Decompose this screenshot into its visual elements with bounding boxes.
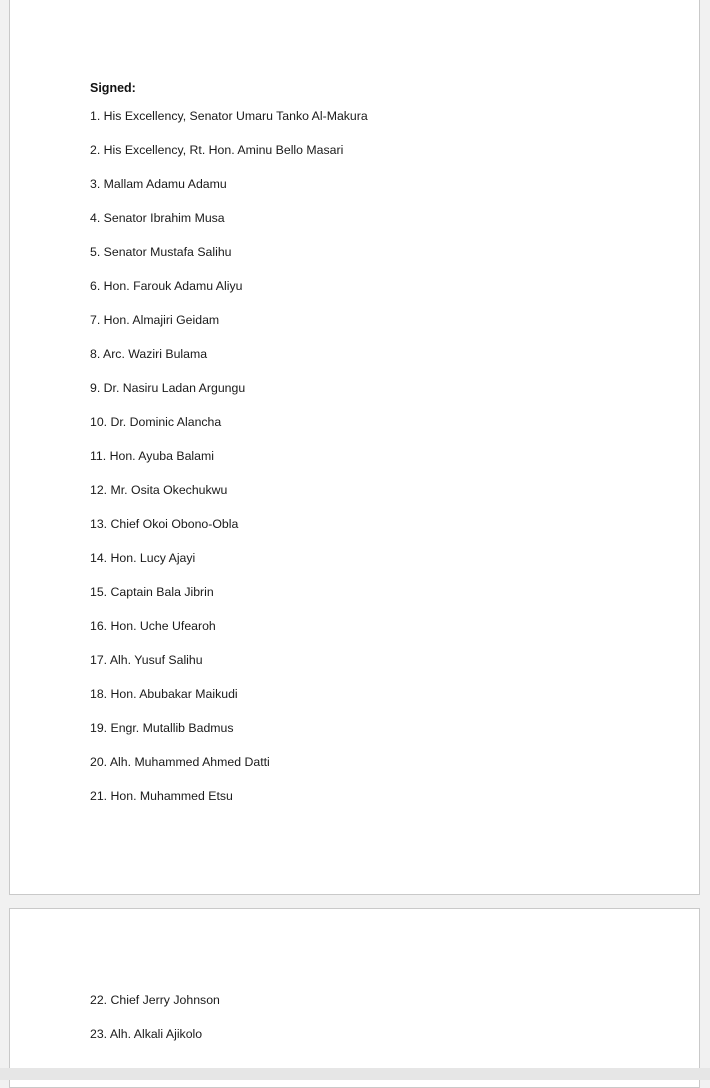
signatory-item: 21. Hon. Muhammed Etsu — [90, 789, 233, 803]
signatory-item: 23. Alh. Alkali Ajikolo — [90, 1027, 203, 1041]
signatory-item: 17. Alh. Yusuf Salihu — [90, 653, 203, 667]
page-gap — [0, 1068, 710, 1080]
signatory-item: 1. His Excellency, Senator Umaru Tanko Al-Makura — [90, 109, 368, 123]
signed-heading: Signed: — [90, 81, 136, 95]
signatory-item: 6. Hon. Farouk Adamu Aliyu — [90, 279, 243, 293]
signatory-list-page-2 — [90, 993, 220, 1061]
signatory-item: 3. Mallam Adamu Adamu — [90, 177, 227, 191]
signatory-item: 12. Mr. Osita Okechukwu — [90, 483, 228, 497]
signatory-list-page-1 — [90, 109, 368, 823]
signatory-item: 13. Chief Okoi Obono-Obla — [90, 517, 239, 531]
document-page-2 — [9, 908, 700, 1088]
signatory-item: 14. Hon. Lucy Ajayi — [90, 551, 196, 565]
signatory-item: 2. His Excellency, Rt. Hon. Aminu Bello Masari — [90, 143, 344, 157]
signatory-item: 10. Dr. Dominic Alancha — [90, 415, 222, 429]
signatory-item: 22. Chief Jerry Johnson — [90, 993, 220, 1007]
signatory-item: 9. Dr. Nasiru Ladan Argungu — [90, 381, 246, 395]
signatory-item: 18. Hon. Abubakar Maikudi — [90, 687, 238, 701]
signatory-item: 15. Captain Bala Jibrin — [90, 585, 214, 599]
signatory-item: 20. Alh. Muhammed Ahmed Datti — [90, 755, 270, 769]
signatory-item: 5. Senator Mustafa Salihu — [90, 245, 232, 259]
signatory-item: 11. Hon. Ayuba Balami — [90, 449, 214, 463]
signatory-item: 7. Hon. Almajiri Geidam — [90, 313, 220, 327]
signatory-item: 19. Engr. Mutallib Badmus — [90, 721, 234, 735]
signatory-item: 16. Hon. Uche Ufearoh — [90, 619, 216, 633]
signatory-item: 8. Arc. Waziri Bulama — [90, 347, 208, 361]
document-page-1 — [9, 0, 700, 895]
signatory-item: 4. Senator Ibrahim Musa — [90, 211, 225, 225]
